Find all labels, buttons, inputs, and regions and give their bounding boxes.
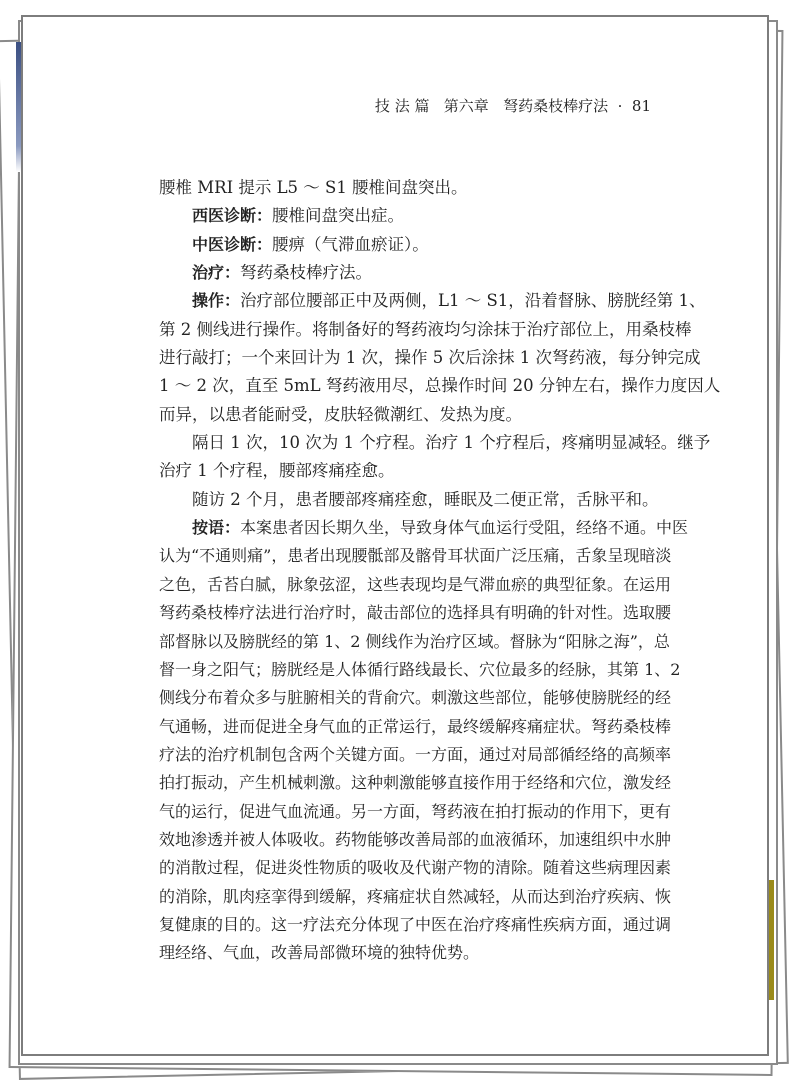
commentary-section bbox=[159, 514, 689, 968]
text-line bbox=[159, 656, 681, 684]
text-line bbox=[159, 883, 672, 911]
text-line bbox=[159, 599, 672, 627]
line-text: 侧线分布着众多与脏腑相关的背俞穴。刺激这些部位，能够使膀胱经的经 bbox=[159, 688, 672, 708]
text-line bbox=[159, 174, 652, 202]
section-label: 中医诊断： bbox=[192, 234, 273, 254]
text-line bbox=[159, 486, 659, 514]
text-line bbox=[159, 684, 672, 712]
line-text: 认为“不通则痛”，患者出现腰骶部及髂骨耳状面广泛压痛，舌象呈现暗淡 bbox=[159, 546, 672, 566]
line-text: 治疗部位腰部正中及两侧，L1 ～ S1，沿着督脉、膀胱经第 1、 bbox=[240, 291, 706, 311]
text-line bbox=[159, 259, 652, 287]
line-text: 第 2 侧线进行操作。将制备好的弩药液均匀涂抹于治疗部位上，用桑枝棒 bbox=[159, 319, 692, 339]
text-line bbox=[159, 514, 689, 542]
line-text: 而异，以患者能耐受，皮肤轻微潮红、发热为度。 bbox=[159, 404, 522, 424]
line-text: 之色，舌苔白腻，脉象弦涩，这些表现均是气滞血瘀的典型征象。在运用 bbox=[159, 574, 672, 594]
section-label: 治疗： bbox=[192, 263, 241, 283]
line-text: 理经络、气血，改善局部微环境的独特优势。 bbox=[159, 943, 480, 963]
text-line bbox=[159, 854, 672, 882]
text-line bbox=[159, 713, 672, 741]
book-page bbox=[21, 15, 769, 1056]
line-text: 弩药桑枝棒疗法。 bbox=[240, 263, 373, 283]
line-text: 的消散过程，促进炎性物质的吸收及代谢产物的清除。随着这些病理因素 bbox=[159, 858, 672, 878]
text-line bbox=[159, 542, 672, 570]
page-body bbox=[159, 174, 721, 968]
text-line bbox=[159, 429, 711, 457]
text-line bbox=[159, 939, 652, 967]
line-text: 效地渗透并被人体吸收。药物能够改善局部的血液循环，加速组织中水肿 bbox=[159, 829, 672, 849]
text-line bbox=[159, 344, 701, 372]
section-label: 按语： bbox=[192, 518, 241, 538]
section-label: 西医诊断： bbox=[192, 206, 273, 226]
text-line bbox=[159, 457, 652, 485]
section-label: 操作： bbox=[192, 291, 241, 311]
case-section bbox=[159, 174, 721, 514]
line-text: 随访 2 个月，患者腰部疼痛痊愈，睡眠及二便正常，舌脉平和。 bbox=[192, 489, 659, 509]
text-line bbox=[159, 231, 652, 259]
text-line bbox=[159, 202, 652, 230]
line-text: 治疗 1 个疗程，腰部疼痛痊愈。 bbox=[159, 461, 395, 481]
line-text: 隔日 1 次，10 次为 1 个疗程。治疗 1 个疗程后，疼痛明显减轻。继予 bbox=[192, 433, 711, 453]
text-line bbox=[159, 741, 672, 769]
text-line bbox=[159, 798, 672, 826]
line-text: 弩药桑枝棒疗法进行治疗时，敲击部位的选择具有明确的针对性。选取腰 bbox=[159, 603, 672, 623]
line-text: 气的运行，促进气血流通。另一方面，弩药液在拍打振动的作用下，更有 bbox=[159, 801, 672, 821]
text-line bbox=[159, 571, 672, 599]
text-line bbox=[159, 372, 721, 400]
line-text: 本案患者因长期久坐，导致身体气血运行受阻，经络不通。中医 bbox=[240, 518, 689, 538]
text-line bbox=[159, 769, 672, 797]
line-text: 腰痹（气滞血瘀证）。 bbox=[272, 234, 429, 254]
line-text: 腰椎间盘突出症。 bbox=[272, 206, 405, 226]
line-text: 拍打振动，产生机械刺激。这种刺激能够直接作用于经络和穴位，激发经 bbox=[159, 773, 672, 793]
text-line bbox=[159, 628, 670, 656]
line-text: 复健康的目的。这一疗法充分体现了中医在治疗疼痛性疾病方面，通过调 bbox=[159, 914, 672, 934]
line-text: 气通畅，进而促进全身气血的正常运行，最终缓解疼痛症状。弩药桑枝棒 bbox=[159, 716, 672, 736]
line-text: 1 ～ 2 次，直至 5mL 弩药液用尽，总操作时间 20 分钟左右，操作力度因人 bbox=[159, 376, 721, 396]
line-text: 腰椎 MRI 提示 L5 ～ S1 腰椎间盘突出。 bbox=[159, 178, 468, 197]
text-line bbox=[159, 316, 692, 344]
line-text: 督一身之阳气；膀胱经是人体循行路线最长、穴位最多的经脉，其第 1、2 bbox=[159, 659, 681, 679]
text-line bbox=[159, 287, 706, 315]
line-text: 进行敲打；一个来回计为 1 次，操作 5 次后涂抹 1 次弩药液，每分钟完成 bbox=[159, 348, 701, 368]
running-header: 技 法 篇 第六章 弩药桑枝棒疗法 · 81 bbox=[374, 97, 651, 115]
line-text: 部督脉以及膀胱经的第 1、2 侧线作为治疗区域。督脉为“阳脉之海”，总 bbox=[159, 631, 670, 651]
text-line bbox=[159, 826, 672, 854]
text-line bbox=[159, 911, 672, 939]
line-text: 疗法的治疗机制包含两个关键方面。一方面，通过对局部循经络的高频率 bbox=[159, 744, 672, 764]
text-line bbox=[159, 401, 652, 429]
line-text: 的消除，肌肉痉挛得到缓解，疼痛症状自然减轻，从而达到治疗疾病、恢 bbox=[159, 886, 672, 906]
